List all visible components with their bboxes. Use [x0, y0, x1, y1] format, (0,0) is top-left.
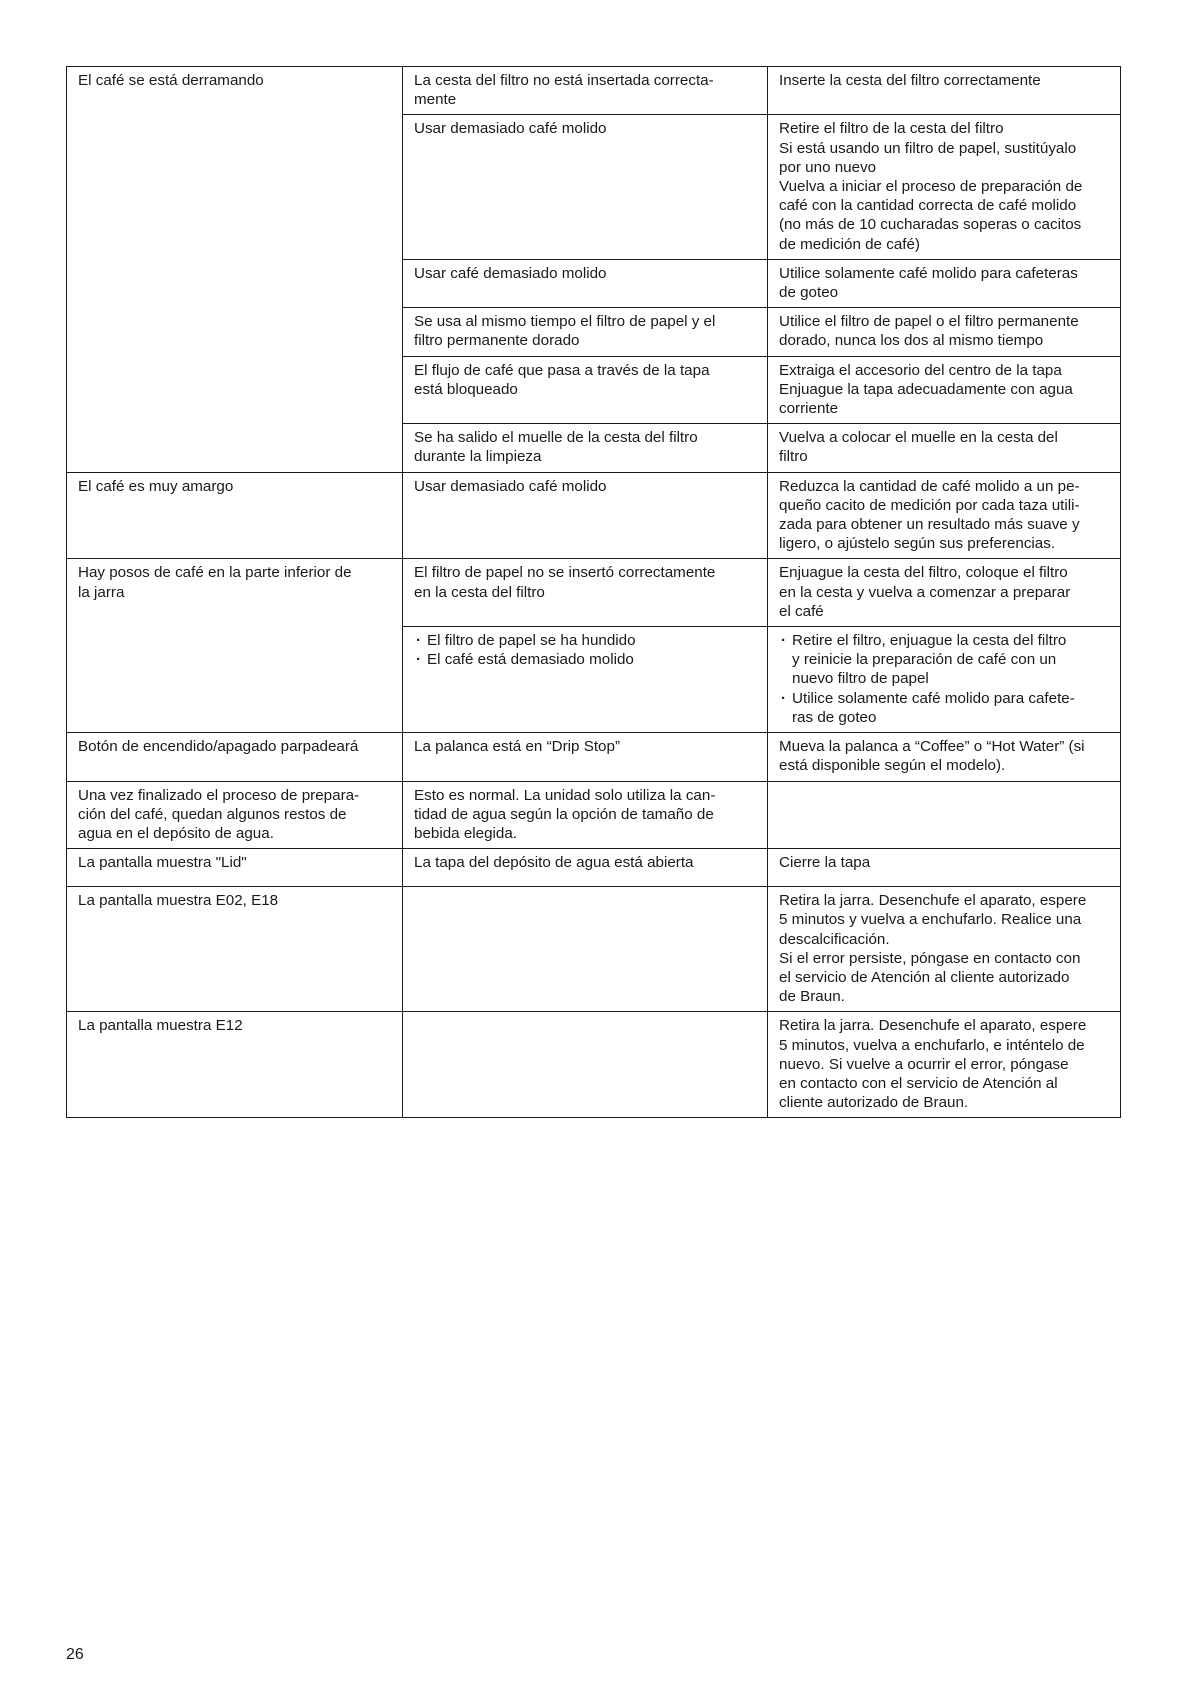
solution-text: descalcificación. [779, 930, 890, 948]
solution-cell [768, 781, 1121, 849]
problem-text: La pantalla muestra E12 [78, 1017, 243, 1035]
cause-text: en la cesta del filtro [414, 583, 545, 601]
solution-text: Enjuague la cesta del filtro, coloque el filtro [779, 564, 1068, 582]
solution-text: Extraiga el accesorio del centro de la tapa [779, 361, 1062, 379]
solution-cell [768, 887, 1121, 1012]
problem-text: La pantalla muestra "Lid" [78, 854, 247, 872]
page-number: 26 [66, 1646, 84, 1663]
solution-cell [768, 733, 1121, 781]
problem-cell [67, 887, 403, 1012]
cause-text: durante la limpieza [414, 448, 542, 466]
cause-text: La tapa del depósito de agua está abierta [414, 854, 694, 872]
problem-cell [67, 733, 403, 781]
cause-text: Esto es normal. La unidad solo utiliza la can- [414, 786, 716, 804]
solution-text: nuevo. Si vuelve a ocurrir el error, póngase [779, 1055, 1069, 1073]
cause-cell [403, 67, 768, 115]
solution-text: el servicio de Atención al cliente autorizado [779, 968, 1070, 986]
cause-bullet: · El filtro de papel se ha hundido [414, 631, 756, 650]
problem-text: El café se está derramando [78, 72, 264, 89]
solution-text: en la cesta y vuelva a comenzar a preparar [779, 583, 1071, 601]
solution-text: Inserte la cesta del filtro correctamente [779, 72, 1041, 89]
solution-text: filtro [779, 448, 808, 466]
solution-cell [768, 356, 1121, 424]
solution-text: el café [779, 602, 824, 620]
problem-text: El café es muy amargo [78, 477, 234, 495]
cause-cell [403, 627, 768, 733]
problem-text: agua en el depósito de agua. [78, 824, 274, 842]
solution-text: Reduzca la cantidad de café molido a un pe- [779, 477, 1080, 495]
cause-text: mente [414, 91, 457, 109]
problem-cell [67, 67, 403, 473]
table-row [67, 1012, 1121, 1118]
cause-text: El filtro de papel no se insertó correctamente [414, 564, 716, 582]
solution-cell [768, 472, 1121, 559]
solution-cell [768, 627, 1121, 733]
solution-text: Vuelva a colocar el muelle en la cesta del [779, 429, 1058, 447]
solution-cell [768, 424, 1121, 472]
cause-text: Usar demasiado café molido [414, 120, 607, 138]
cause-bullet: · El café está demasiado molido [414, 650, 756, 669]
problem-text: la jarra [78, 583, 125, 601]
solution-bullet [779, 631, 1109, 689]
solution-cell [768, 1012, 1121, 1118]
solution-cell [768, 67, 1121, 115]
solution-text: 5 minutos, vuelva a enchufarlo, e inténtelo de [779, 1036, 1085, 1054]
problem-cell [67, 1012, 403, 1118]
problem-text: La pantalla muestra E02, E18 [78, 892, 279, 910]
problem-text: Una vez finalizado el proceso de prepara- [78, 786, 360, 804]
solution-text: Retira la jarra. Desenchufe el aparato, espere [779, 1017, 1087, 1035]
table-row [67, 887, 1121, 1012]
troubleshooting-table [66, 66, 1121, 1118]
solution-text: corriente [779, 400, 839, 418]
cause-cell [403, 887, 768, 1012]
cause-text: bebida elegida. [414, 824, 518, 842]
solution-text: y reinicie la preparación de café con un [792, 651, 1057, 669]
solution-text: Si está usando un filtro de papel, sustitúyalo [779, 139, 1077, 157]
problem-text: Botón de encendido/apagado parpadeará [78, 738, 359, 756]
cause-text: tidad de agua según la opción de tamaño de [414, 805, 714, 823]
cause-cell [403, 559, 768, 627]
problem-cell [67, 849, 403, 887]
solution-text: dorado, nunca los dos al mismo tiempo [779, 332, 1044, 350]
cause-cell [403, 356, 768, 424]
table-row [67, 472, 1121, 559]
cause-cell [403, 308, 768, 356]
solution-text: Mueva la palanca a “Coffee” o “Hot Water” (si [779, 738, 1085, 756]
table-row [67, 849, 1121, 887]
cause-text: El flujo de café que pasa a través de la tapa [414, 361, 710, 379]
solution-text: 5 minutos y vuelva a enchufarlo. Realice una [779, 911, 1082, 929]
solution-text: en contacto con el servicio de Atención al [779, 1074, 1058, 1092]
solution-text: de medición de café) [779, 235, 920, 253]
solution-cell [768, 849, 1121, 887]
solution-text: ligero, o ajústelo según sus preferencias. [779, 535, 1056, 553]
solution-text: nuevo filtro de papel [792, 670, 929, 688]
solution-text: Utilice solamente café molido para cafeteras [779, 264, 1078, 282]
cause-cell [403, 1012, 768, 1118]
solution-text: Retira la jarra. Desenchufe el aparato, espere [779, 892, 1087, 910]
problem-cell [67, 559, 403, 733]
cause-text: está bloqueado [414, 380, 518, 398]
cause-cell [403, 781, 768, 849]
solution-cell [768, 308, 1121, 356]
solution-text: · Utilice solamente café molido para cafete- [792, 689, 1075, 707]
solution-cell [768, 259, 1121, 307]
problem-cell [67, 472, 403, 559]
solution-bullet [779, 689, 1109, 727]
table-row [67, 559, 1121, 627]
solution-text: · Retire el filtro, enjuague la cesta del filtro [792, 632, 1067, 650]
solution-text: Utilice el filtro de papel o el filtro permanente [779, 313, 1079, 331]
solution-text: de goteo [779, 284, 839, 302]
cause-text: filtro permanente dorado [414, 332, 580, 350]
problem-text: Hay posos de café en la parte inferior de [78, 564, 352, 582]
table-row [67, 733, 1121, 781]
cause-text: Se usa al mismo tiempo el filtro de papel y el [414, 313, 716, 331]
solution-text: Cierre la tapa [779, 854, 871, 872]
solution-text: café con la cantidad correcta de café molido [779, 197, 1077, 215]
solution-text: zada para obtener un resultado más suave y [779, 516, 1080, 534]
solution-text: Enjuague la tapa adecuadamente con agua [779, 380, 1073, 398]
solution-text: cliente autorizado de Braun. [779, 1094, 969, 1112]
solution-text: de Braun. [779, 988, 845, 1006]
cause-text: La cesta del filtro no está insertada correcta- [414, 72, 714, 89]
cause-cell [403, 424, 768, 472]
cause-cell [403, 115, 768, 259]
solution-text: por uno nuevo [779, 158, 877, 176]
cause-text: Se ha salido el muelle de la cesta del filtro [414, 429, 698, 447]
solution-cell [768, 559, 1121, 627]
solution-text: queño cacito de medición por cada taza utili- [779, 496, 1080, 514]
cause-cell [403, 259, 768, 307]
cause-cell [403, 472, 768, 559]
cause-cell [403, 733, 768, 781]
cause-text: La palanca está en “Drip Stop” [414, 738, 620, 756]
cause-cell [403, 849, 768, 887]
solution-text: Retire el filtro de la cesta del filtro [779, 120, 1004, 138]
problem-cell [67, 781, 403, 849]
solution-text: ras de goteo [792, 708, 877, 726]
solution-text: (no más de 10 cucharadas soperas o cacitos [779, 216, 1082, 234]
cause-text: Usar demasiado café molido [414, 477, 607, 495]
cause-text: Usar café demasiado molido [414, 264, 607, 282]
solution-text: Vuelva a iniciar el proceso de preparación de [779, 178, 1083, 196]
problem-text: ción del café, quedan algunos restos de [78, 805, 347, 823]
solution-text: está disponible según el modelo). [779, 757, 1006, 775]
table-row [67, 781, 1121, 849]
solution-text: Si el error persiste, póngase en contacto con [779, 949, 1081, 967]
table-row [67, 67, 1121, 115]
solution-cell [768, 115, 1121, 259]
